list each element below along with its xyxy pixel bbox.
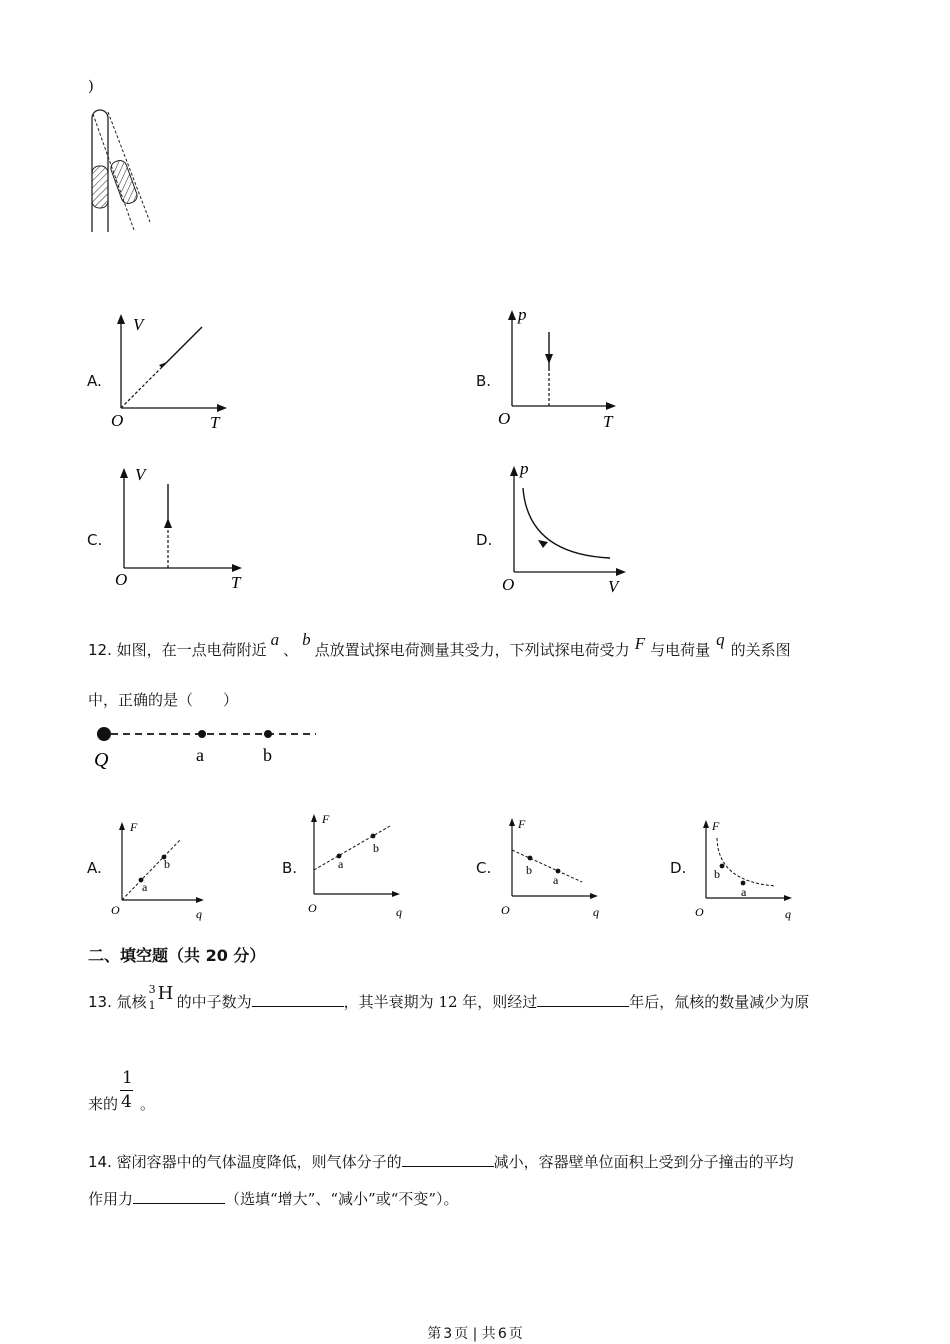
svg-text:b: b [164, 857, 170, 871]
q13-text4: 年后，氚核的数量减少为原 [629, 993, 810, 1011]
q13-number: 13. [88, 993, 112, 1011]
q12-option-c-label[interactable]: C. [476, 859, 492, 877]
svg-text:F: F [712, 819, 720, 833]
q11-c-x-label: T [231, 573, 241, 592]
q13-blank-2[interactable] [537, 992, 629, 1007]
q12-var-b: b [302, 630, 311, 649]
q14-number: 14. [88, 1153, 112, 1171]
svg-text:q: q [593, 905, 599, 919]
q11-a-origin: O [111, 411, 124, 430]
q11-graph-c [108, 460, 253, 592]
q12-option-d-label[interactable]: D. [670, 859, 687, 877]
prev-question-fragment: ) [88, 77, 94, 95]
q12-graph-d [690, 814, 800, 924]
svg-text:a: a [142, 880, 148, 894]
q11-graph-d [498, 458, 633, 598]
current-page: 3 [443, 1326, 453, 1342]
q12-var-F: F [634, 634, 646, 653]
point-label-b: b [263, 745, 272, 765]
q11-d-y-label: p [520, 459, 529, 478]
q11-a-y-label: V [133, 315, 144, 334]
q12-number: 12. [88, 641, 112, 659]
q14-question-line1: 14. 密闭容器中的气体温度降低，则气体分子的 减小，容器壁单位面积上受到分子撞击的平均 [88, 1153, 794, 1171]
svg-text:q: q [196, 907, 202, 921]
svg-text:q: q [785, 907, 791, 921]
tritium-notation: 3 1 H [148, 983, 174, 1012]
svg-text:b: b [526, 863, 532, 877]
q11-option-a-label[interactable]: A. [87, 372, 102, 390]
q11-b-x-label: T [603, 412, 613, 431]
total-pages: 6 [497, 1326, 507, 1342]
q11-c-y-label: V [135, 465, 146, 484]
svg-text:O: O [695, 905, 704, 919]
q11-d-x-label: V [608, 577, 619, 596]
q12-question-line1 [88, 630, 791, 660]
svg-text:O: O [501, 903, 510, 917]
svg-text:b: b [714, 867, 720, 881]
q12-text3: 与电荷量 [650, 641, 711, 659]
q14-blank-1[interactable] [402, 1152, 494, 1167]
q11-option-d-label[interactable]: D. [476, 531, 493, 549]
point-label-a: a [196, 745, 204, 765]
q12-graph-b [302, 808, 407, 922]
q13-question-line2: 来的 $\frac{1}{4}$ 。 [88, 1068, 156, 1113]
q12-var-a: a [270, 630, 280, 649]
svg-text:O: O [111, 903, 120, 917]
q12-charge-figure [86, 722, 326, 774]
q13-blank-1[interactable] [252, 992, 344, 1007]
q12-option-a-label[interactable]: A. [87, 859, 102, 877]
q11-b-origin: O [498, 409, 511, 428]
q12-question-line2: 中，正确的是（ ） [88, 691, 239, 709]
q11-b-y-label: p [518, 305, 527, 324]
svg-text:a: a [553, 873, 559, 887]
svg-text:F: F [518, 817, 526, 831]
q13-text1: 氚核 [116, 993, 147, 1011]
q12-var-q: q [716, 630, 725, 649]
q13-text2: 的中子数为 [176, 993, 252, 1011]
fraction-one-quarter: $\frac{1}{4}$ [121, 1068, 133, 1112]
q12-sep: 、 [283, 641, 299, 659]
svg-text:F: F [322, 812, 330, 826]
q11-graph-a [105, 310, 230, 432]
svg-text:q: q [396, 905, 402, 919]
section-heading: 二、填空题（共 20 分） [88, 946, 266, 965]
q11-graph-b [496, 304, 621, 432]
q13-question-line1 [88, 983, 810, 1012]
q12-text2: 点放置试探电荷测量其受力，下列试探电荷受力 [314, 641, 630, 659]
svg-text:a: a [741, 885, 747, 899]
q14-question-line2: 作用力 （选填“增大”、“减小”或“不变”）。 [88, 1190, 459, 1208]
q12-text4: 的关系图 [730, 641, 791, 659]
q11-d-origin: O [502, 575, 515, 594]
q11-option-b-label[interactable]: B. [476, 372, 492, 390]
tube-figure [84, 104, 156, 236]
q14-blank-2[interactable] [133, 1189, 225, 1204]
q12-graph-a [108, 816, 208, 922]
q12-option-b-label[interactable]: B. [282, 859, 298, 877]
page-footer: 第 3 页 | 共 6 页 [427, 1326, 523, 1342]
point-charge-dot [97, 727, 111, 741]
q11-a-x-label: T [210, 413, 220, 432]
q13-text3: ，其半衰期为 12 年，则经过 [343, 993, 538, 1011]
q12-text1: 如图，在一点电荷附近 [116, 641, 267, 659]
svg-text:F: F [130, 820, 138, 834]
q12-graph-c [496, 812, 606, 922]
q11-option-c-label[interactable]: C. [87, 531, 103, 549]
q11-c-origin: O [115, 570, 128, 589]
svg-text:a: a [338, 857, 344, 871]
svg-text:O: O [308, 901, 317, 915]
svg-text:b: b [373, 841, 379, 855]
charge-label-Q: Q [94, 749, 109, 771]
